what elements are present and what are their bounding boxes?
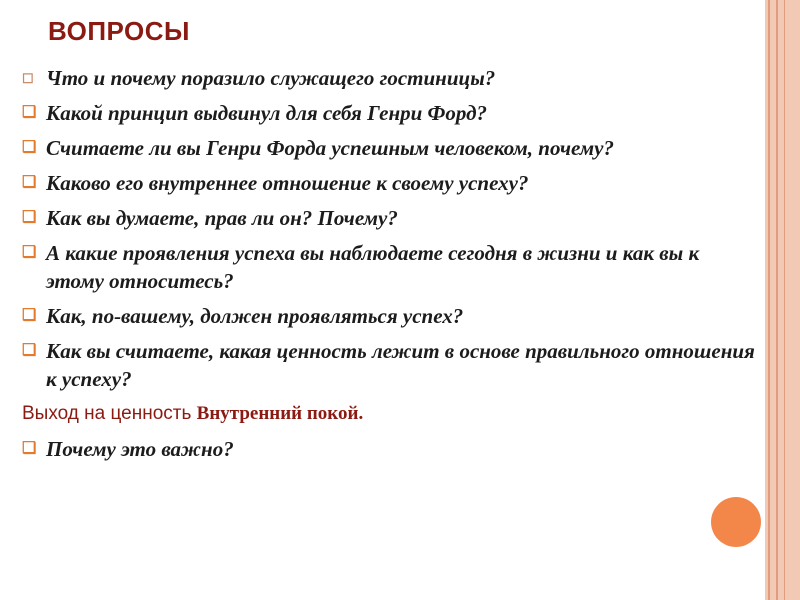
- slide-title: ВОПРОСЫ: [48, 16, 190, 46]
- value-line: [22, 400, 762, 428]
- bullet-icon: ❑: [22, 139, 37, 156]
- question-text: Почему это важно?: [46, 437, 234, 461]
- list-item: [22, 99, 762, 127]
- question-text: Как вы считаете, какая ценность лежит в основе правильного отношения к успеху?: [46, 339, 755, 391]
- list-item: [22, 435, 762, 463]
- list-item: [22, 134, 762, 162]
- list-item: [22, 337, 762, 393]
- frame-stripe: [776, 0, 778, 600]
- bullet-icon: ❑: [22, 174, 37, 191]
- value-name: Внутренний покой.: [196, 403, 364, 424]
- question-text: Каково его внутреннее отношение к своему успеху?: [46, 171, 529, 195]
- list-item: [22, 169, 762, 197]
- question-text: Как, по-вашему, должен проявляться успех?: [46, 304, 464, 328]
- list-item: [22, 239, 762, 295]
- list-item: [22, 204, 762, 232]
- question-text: Как вы думаете, прав ли он? Почему?: [46, 206, 398, 230]
- value-prefix: Выход на ценность: [22, 403, 197, 424]
- bullet-icon: ❑: [22, 209, 37, 226]
- bullet-icon: ❑: [22, 307, 37, 324]
- frame-stripe: [768, 0, 770, 600]
- list-item: [22, 64, 762, 92]
- question-text: А какие проявления успеха вы наблюдаете сегодня в жизни и как вы к этому относитесь?: [46, 241, 700, 293]
- bullet-icon: ❑: [22, 342, 37, 359]
- bullet-icon: ❑: [22, 440, 37, 457]
- question-text: Считаете ли вы Генри Форда успешным человеком, почему?: [46, 136, 614, 160]
- question-list: [22, 64, 762, 470]
- bullet-icon: ☐: [22, 71, 34, 86]
- bullet-icon: ❑: [22, 104, 37, 121]
- bullet-icon: ❑: [22, 244, 37, 261]
- decorative-circle: [711, 497, 761, 547]
- question-text: Что и почему поразило служащего гостиницы?: [46, 66, 496, 90]
- list-item: [22, 302, 762, 330]
- frame-stripe: [784, 0, 785, 600]
- question-text: Какой принцип выдвинул для себя Генри Форд?: [46, 101, 488, 125]
